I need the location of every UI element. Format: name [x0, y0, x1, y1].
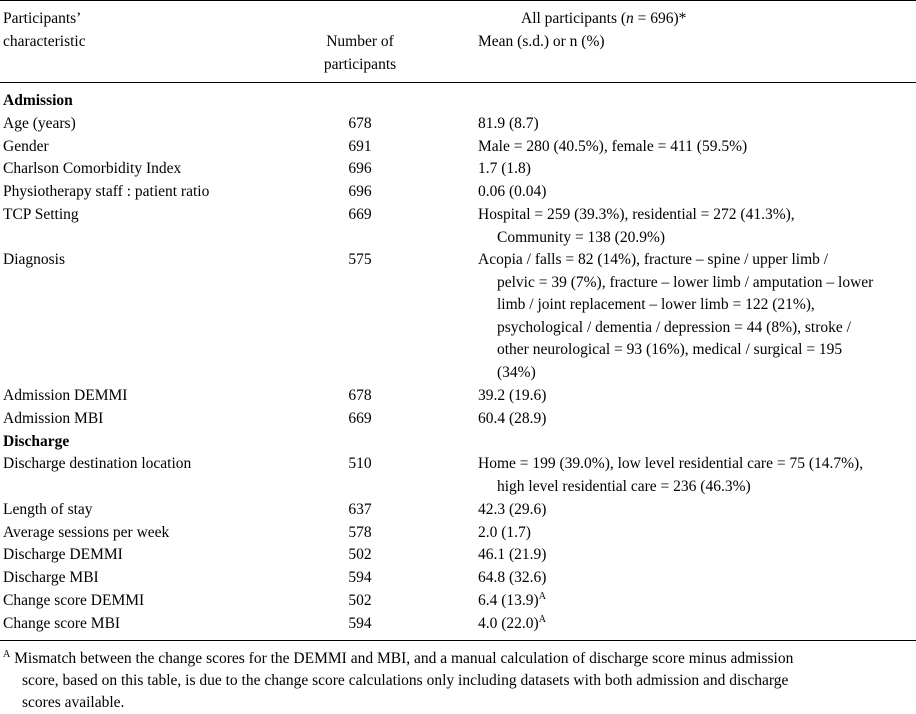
section-title-discharge: Discharge [3, 433, 70, 450]
row-value-line: Hospital = 259 (39.3%), residential = 272 (41.3%), [478, 206, 795, 223]
footnote-ref: A [538, 591, 546, 602]
row-value-line: 1.7 (1.8) [478, 160, 531, 177]
row-value-line: psychological / dementia / depression = 44 (8%), stroke / [497, 318, 851, 336]
table-bottom-rule [0, 640, 916, 641]
row-count: 678 [348, 115, 372, 132]
header-col3-subtitle: Mean (s.d.) or n (%) [478, 33, 605, 50]
footnote-line-3: scores available. [22, 694, 125, 711]
header-col1-line2: characteristic [3, 33, 86, 50]
row-value-line: Male = 280 (40.5%), female = 411 (59.5%) [478, 138, 748, 155]
footnote-line-2: score, based on this table, is due to the change score calculations only including datasets with both admission and discharge [22, 672, 789, 689]
row-label: Discharge MBI [3, 569, 99, 586]
row-value [478, 522, 914, 545]
header-bottom-rule [0, 82, 916, 83]
header-col2-line2: participants [323, 56, 397, 73]
row-value-line: 46.1 (21.9) [478, 546, 547, 563]
row-value-line: 2.0 (1.7) [478, 524, 531, 541]
row-count: 594 [348, 615, 372, 632]
row-label: Gender [3, 138, 49, 155]
row-label: Length of stay [3, 501, 93, 518]
row-count: 510 [348, 455, 372, 472]
row-value [478, 408, 914, 431]
row-count: 594 [348, 569, 372, 586]
table-top-rule [0, 0, 916, 1]
row-value [478, 613, 914, 636]
footnote [3, 648, 915, 714]
row-label: TCP Setting [3, 206, 79, 223]
row-count: 691 [348, 138, 372, 155]
row-count: 696 [348, 160, 372, 177]
row-value-line: Home = 199 (39.0%), low level residential care = 75 (14.7%), [478, 455, 864, 472]
row-value-line: 42.3 (29.6) [478, 501, 547, 518]
row-value [478, 499, 914, 522]
row-label: Discharge destination location [3, 455, 192, 472]
row-label: Average sessions per week [3, 524, 170, 541]
row-value [478, 204, 914, 249]
row-label: Change score DEMMI [3, 592, 145, 609]
row-value-line: 81.9 (8.7) [478, 115, 539, 132]
row-value [478, 136, 914, 159]
row-value [478, 567, 914, 590]
row-count: 696 [348, 183, 372, 200]
row-value-line: Acopia / falls = 82 (14%), fracture – spine / upper limb / [478, 251, 829, 268]
row-count: 669 [348, 410, 372, 427]
row-count: 502 [348, 592, 372, 609]
row-value [478, 181, 914, 204]
row-label: Age (years) [3, 115, 76, 132]
header-col1-line1: Participants’ [3, 10, 82, 27]
row-label: Change score MBI [3, 615, 121, 632]
row-value-line: 6.4 (13.9) [478, 592, 539, 609]
row-label: Discharge DEMMI [3, 546, 123, 563]
row-count: 678 [348, 387, 372, 404]
section-title-admission: Admission [3, 92, 73, 109]
row-label: Diagnosis [3, 251, 65, 268]
header-col2-line1: Number of [326, 33, 394, 50]
row-count: 637 [348, 501, 372, 518]
row-value-line: (34%) [497, 363, 536, 381]
row-value [478, 113, 914, 136]
row-value-line: pelvic = 39 (7%), fracture – lower limb / amputation – lower [497, 273, 874, 291]
row-value-line: 60.4 (28.9) [478, 410, 547, 427]
row-value [478, 453, 914, 498]
footnote-ref: A [538, 614, 546, 625]
row-value-line: 39.2 (19.6) [478, 387, 547, 404]
row-value [478, 158, 914, 181]
row-value-line: 0.06 (0.04) [478, 183, 547, 200]
row-value [478, 385, 914, 408]
row-value [478, 249, 914, 384]
row-value-line: other neurological = 93 (16%), medical / surgical = 195 [497, 341, 843, 358]
row-count: 575 [348, 251, 372, 268]
row-label: Admission MBI [3, 410, 104, 427]
row-value-line: 4.0 (22.0) [478, 615, 539, 632]
row-label: Admission DEMMI [3, 387, 128, 404]
row-count: 578 [348, 524, 372, 541]
header-col3-title: All participants (n = 696)* [521, 10, 687, 27]
row-value-line: Community = 138 (20.9%) [497, 228, 666, 246]
row-value [478, 544, 914, 567]
row-count: 502 [348, 546, 372, 563]
footnote-line-1: Mismatch between the change scores for the DEMMI and MBI, and a manual calculation of discharge score minus admission [14, 650, 794, 667]
row-label: Physiotherapy staff : patient ratio [3, 183, 210, 200]
row-value-line: high level residential care = 236 (46.3%) [497, 477, 751, 495]
row-value-line: 64.8 (32.6) [478, 569, 547, 586]
row-label: Charlson Comorbidity Index [3, 160, 182, 177]
footnote-marker: A [3, 649, 11, 660]
row-count: 669 [348, 206, 372, 223]
row-value-line: limb / joint replacement – lower limb = 122 (21%), [497, 296, 815, 313]
row-value [478, 590, 914, 613]
